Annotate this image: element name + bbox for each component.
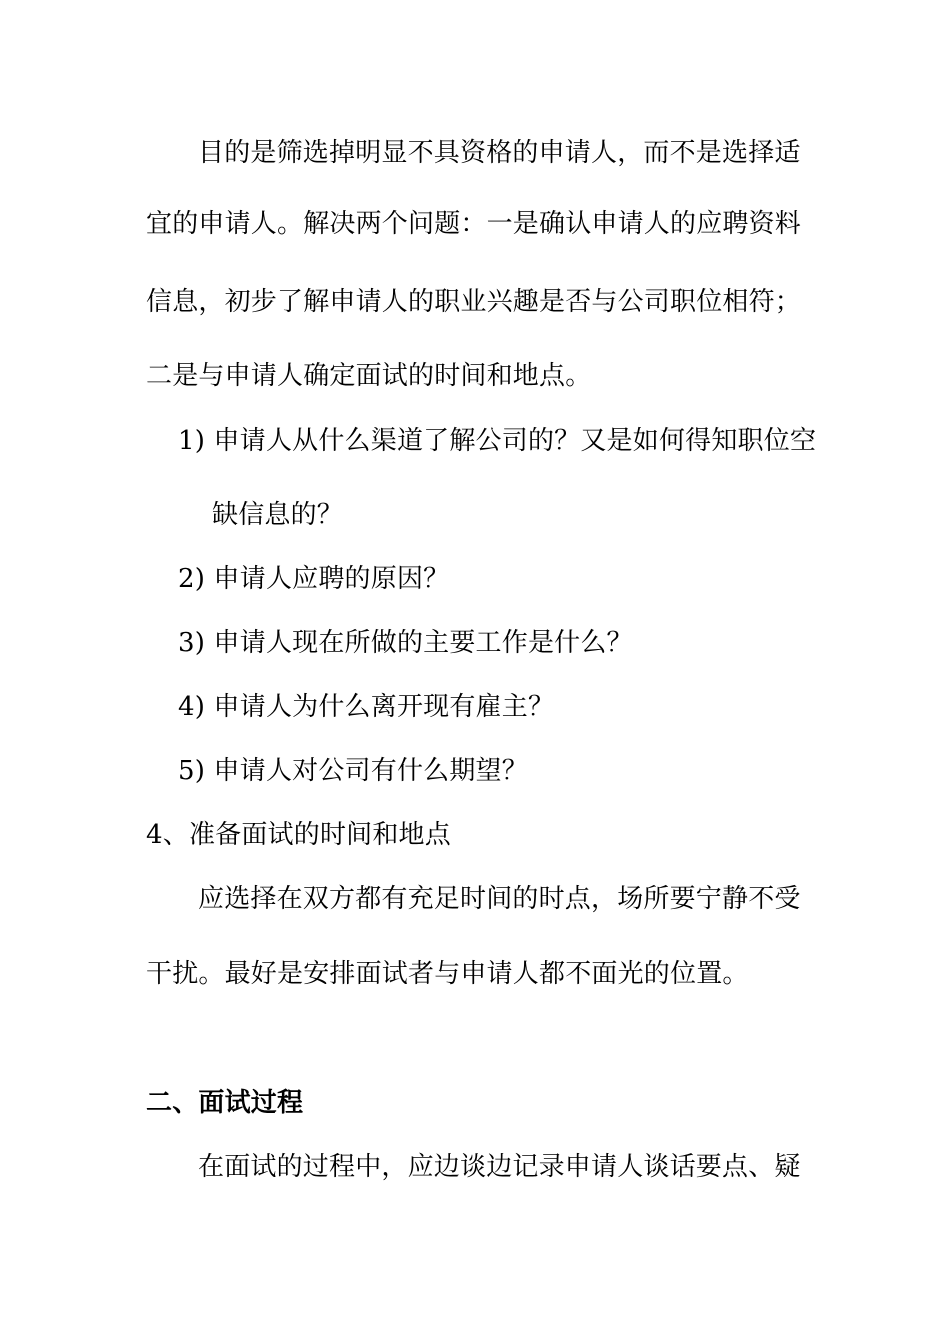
question-1-continued: 缺信息的？ (212, 500, 344, 530)
question-3: 3) 申请人现在所做的主要工作是什么？ (178, 628, 633, 658)
intro-line-2: 宜的申请人。解决两个问题：一是确认申请人的应聘资料 (146, 209, 802, 239)
question-4: 4) 申请人为什么离开现有雇主？ (178, 692, 555, 722)
section-4-title: 4、准备面试的时间和地点 (146, 820, 451, 850)
intro-line-4: 二是与申请人确定面试的时间和地点。 (146, 361, 592, 391)
intro-line-3: 信息，初步了解申请人的职业兴趣是否与公司职位相符； (146, 287, 802, 317)
section-4-line-2: 干扰。最好是安排面试者与申请人都不面光的位置。 (146, 959, 749, 989)
question-5: 5) 申请人对公司有什么期望？ (178, 756, 528, 786)
section-4-line-1: 应选择在双方都有充足时间的时点，场所要宁静不受 (198, 884, 801, 914)
section-2-line-1: 在面试的过程中，应边谈边记录申请人谈话要点、疑 (198, 1152, 801, 1182)
question-1: 1) 申请人从什么渠道了解公司的？又是如何得知职位空 (178, 426, 817, 456)
intro-line-1: 目的是筛选掉明显不具资格的申请人，而不是选择适 (198, 138, 801, 168)
section-2-heading: 二、面试过程 (146, 1088, 304, 1118)
question-2: 2) 申请人应聘的原因？ (178, 564, 450, 594)
